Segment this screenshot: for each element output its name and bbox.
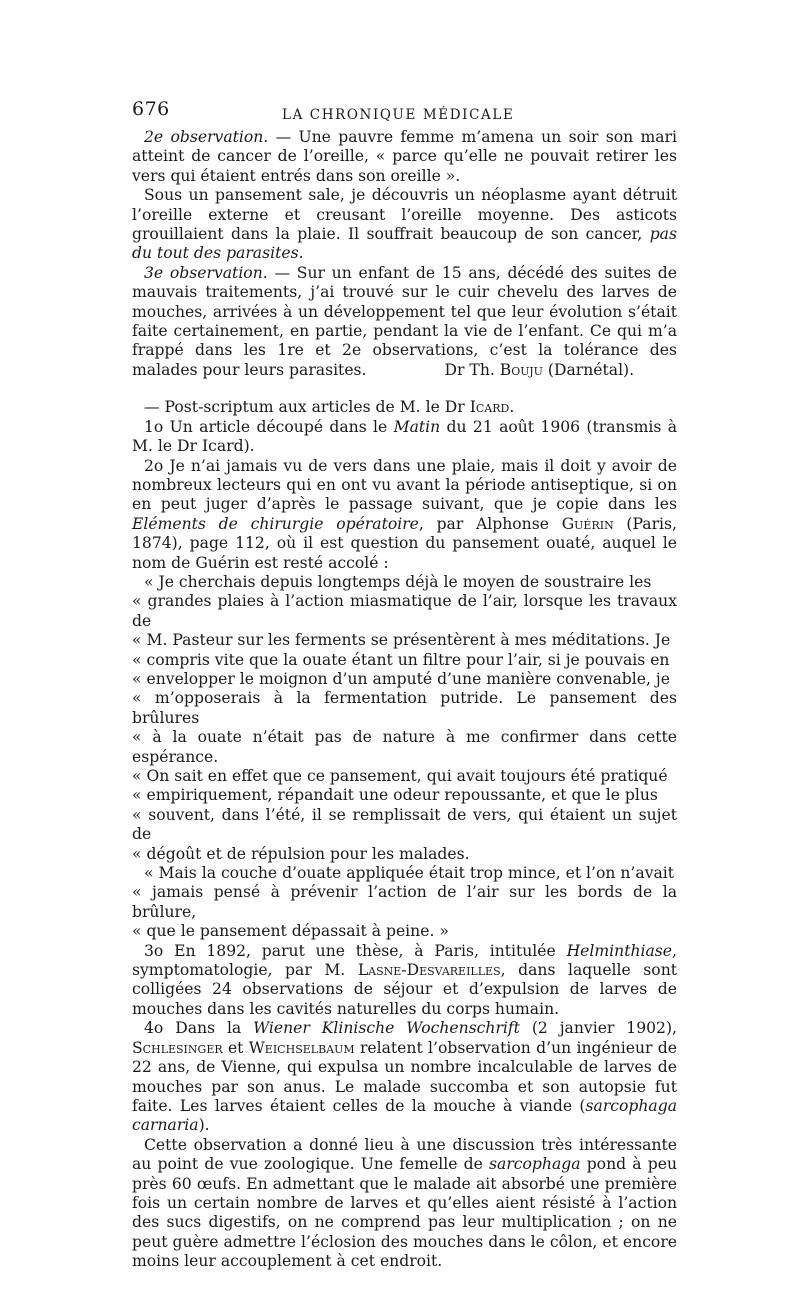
postscript-lead-text: — Post-scriptum aux articles de M. le Dr	[144, 398, 470, 417]
item-4-emphasis: Wiener Klinische Wochenschrift	[253, 1019, 520, 1038]
observation-2-text: — Une pauvre femme m’amena un soir son mari atteint de cancer de l’oreille, « parce qu’elle ne pouvait retirer les vers qui étaient entrés dans son oreille ».	[132, 128, 677, 185]
signature-prefix: Dr Th.	[444, 360, 500, 379]
item-2-emphasis: Eléments de chirurgie opératoire	[132, 514, 419, 533]
postscript-lead	[132, 398, 677, 417]
item-4-text-e: ).	[198, 1116, 210, 1135]
postscript-item-3	[132, 942, 677, 1020]
item-2-author: Guérin	[561, 514, 614, 533]
item-2-text-c: (Paris, 1874), page 112, où il est question du pansement ouaté, auquel le nom de Guérin est resté accolé :	[132, 514, 677, 572]
page-number: 676	[132, 98, 170, 120]
final-emphasis: sarcophaga	[489, 1155, 581, 1174]
running-title: LA CHRONIQUE MÉDICALE	[282, 107, 515, 123]
quotation-part-1	[132, 573, 677, 864]
item-3-text-a: 3o En 1892, parut une thèse, à Paris, intitulée	[144, 941, 567, 960]
final-text-a: Cette observation a donné lieu à une discussion très intéressante au point de vue zoologique. Une femelle de	[132, 1135, 677, 1174]
item-4-author-2: Weichselbaum	[248, 1038, 355, 1057]
quotation-line: « à la ouate n’était pas de nature à me confirmer dans cette espérance.	[132, 728, 677, 766]
postscript-lead-end: .	[509, 398, 515, 417]
item-4-text-a: 4o Dans la	[144, 1019, 254, 1038]
observation-2-paragraph	[132, 128, 677, 186]
observation-2-text-2: Sous un pansement sale, je découvris un néoplasme ayant détruit l’oreille externe et creusant l’oreille moyenne. Des asticots grouillaient dans la plaie. Il souffrait beaucoup de son cancer,	[132, 186, 677, 244]
section-gap	[132, 380, 677, 398]
document-page	[132, 98, 677, 1272]
item-1-text-b: du 21 août 1906 (transmis à M. le Dr Icard).	[132, 417, 677, 456]
item-2-text-b: , par Alphonse	[418, 514, 562, 533]
observation-2-continuation	[132, 186, 677, 264]
signature-place: (Darnétal).	[542, 360, 635, 379]
item-4-species: sarcophaga carnaria	[132, 1096, 677, 1135]
quotation-line: « m’opposerais à la fermentation putride. Le pansement des brûlures	[132, 689, 677, 727]
final-text-b: pond à peu près 60 œufs. En admettant que le malade ait absorbé une première fois un certain nombre de larves et qu’elles aient résisté à l’action des sucs digestifs, on ne comprend pas leur multiplication ; on ne peut guère admettre l’éclosion des mouches dans le côlon, et encore moins leur accouplement à cet endroit.	[132, 1155, 677, 1271]
item-3-text-c: , dans laquelle sont colligées 24 observations de séjour et d’expulsion de larves de mouches dans les cavités naturelles du corps humain.	[132, 961, 677, 1018]
quotation-part-2	[132, 864, 677, 942]
final-paragraph	[132, 1136, 677, 1272]
quotation-line: « Mais la couche d’ouate appliquée était trop mince, et l’on n’avait	[144, 864, 675, 883]
postscript-item-1	[132, 418, 677, 457]
postscript-item-4	[132, 1019, 677, 1135]
signature-name: Bouju	[499, 360, 543, 379]
quotation-line: « que le pansement dépassait à peine. »	[132, 922, 449, 941]
item-3-author: Lasne-Desvareilles	[357, 961, 501, 980]
quotation-line: « souvent, dans l’été, il se remplissait de vers, qui étaient un sujet de	[132, 805, 677, 844]
observation-3-label: 3e observation.	[144, 263, 268, 282]
postscript-item-2	[132, 457, 677, 573]
quotation-block	[132, 573, 677, 942]
item-1-emphasis: Matin	[393, 417, 441, 436]
page-header	[132, 98, 677, 128]
item-3-text-b: , symptomatologie, par M.	[132, 941, 677, 980]
item-4-text-c: et	[222, 1038, 249, 1057]
quotation-line: « dégoût et de répulsion pour les malades.	[132, 844, 470, 863]
quotation-line: « jamais pensé à prévenir l’action de l’air sur les bords de la brûlure,	[132, 883, 677, 921]
postscript-lead-name: Icard	[469, 398, 510, 417]
item-4-author-1: Schlesinger	[132, 1038, 223, 1057]
quotation-line: « envelopper le moignon d’un amputé d’une manière convenable, je	[132, 669, 670, 688]
observation-3-paragraph	[132, 264, 677, 380]
quotation-line: « compris vite que la ouate étant un filtre pour l’air, si je pouvais en	[132, 650, 670, 669]
observation-3-text: — Sur un enfant de 15 ans, décédé des suites de mauvais traitements, j’ai trouvé sur le cuir chevelu des larves de mouches, arrivées à un développement tel que leur évolution s’était faite certainement, en partie, pendant la vie de l’enfant. Ce qui m’a frappé dans les 1re et 2e observations, c’est la tolérance des malades pour leurs parasites.	[132, 263, 677, 379]
item-4-text-b: (2 janvier 1902),	[519, 1019, 677, 1038]
item-2-text-a: 2o Je n’ai jamais vu de vers dans une plaie, mais il doit y avoir de nombreux lecteurs qui en ont vu avant la période antiseptique, si on en peut juger d’après le passage suivant, que je copie dans les	[132, 456, 677, 514]
item-4-text-d: relatent l’observation d’un ingénieur de 22 ans, de Vienne, qui expulsa un nombre incalculable de larves de mouches par son anus. Le malade succomba et son autopsie fut faite. Les larves étaient celles de la mouche à viande (	[132, 1038, 677, 1115]
observation-2-label: 2e observation.	[144, 128, 269, 146]
item-3-emphasis: Helminthiase	[566, 941, 673, 960]
quotation-line: « Je cherchais depuis longtemps déjà le moyen de soustraire les	[144, 572, 652, 591]
signature	[433, 361, 635, 380]
quotation-line: « grandes plaies à l’action miasmatique de l’air, lorsque les travaux de	[132, 592, 677, 630]
item-1-text-a: 1o Un article découpé dans le	[144, 417, 394, 436]
observation-2-emphasis: pas du tout des parasites.	[132, 225, 677, 263]
quotation-line: « empiriquement, répandait une odeur repoussante, et que le plus	[132, 786, 658, 805]
quotation-line: « On sait en effet que ce pansement, qui avait toujours été pratiqué	[132, 767, 668, 785]
quotation-line: « M. Pasteur sur les ferments se présentèrent à mes méditations. Je	[132, 631, 671, 650]
